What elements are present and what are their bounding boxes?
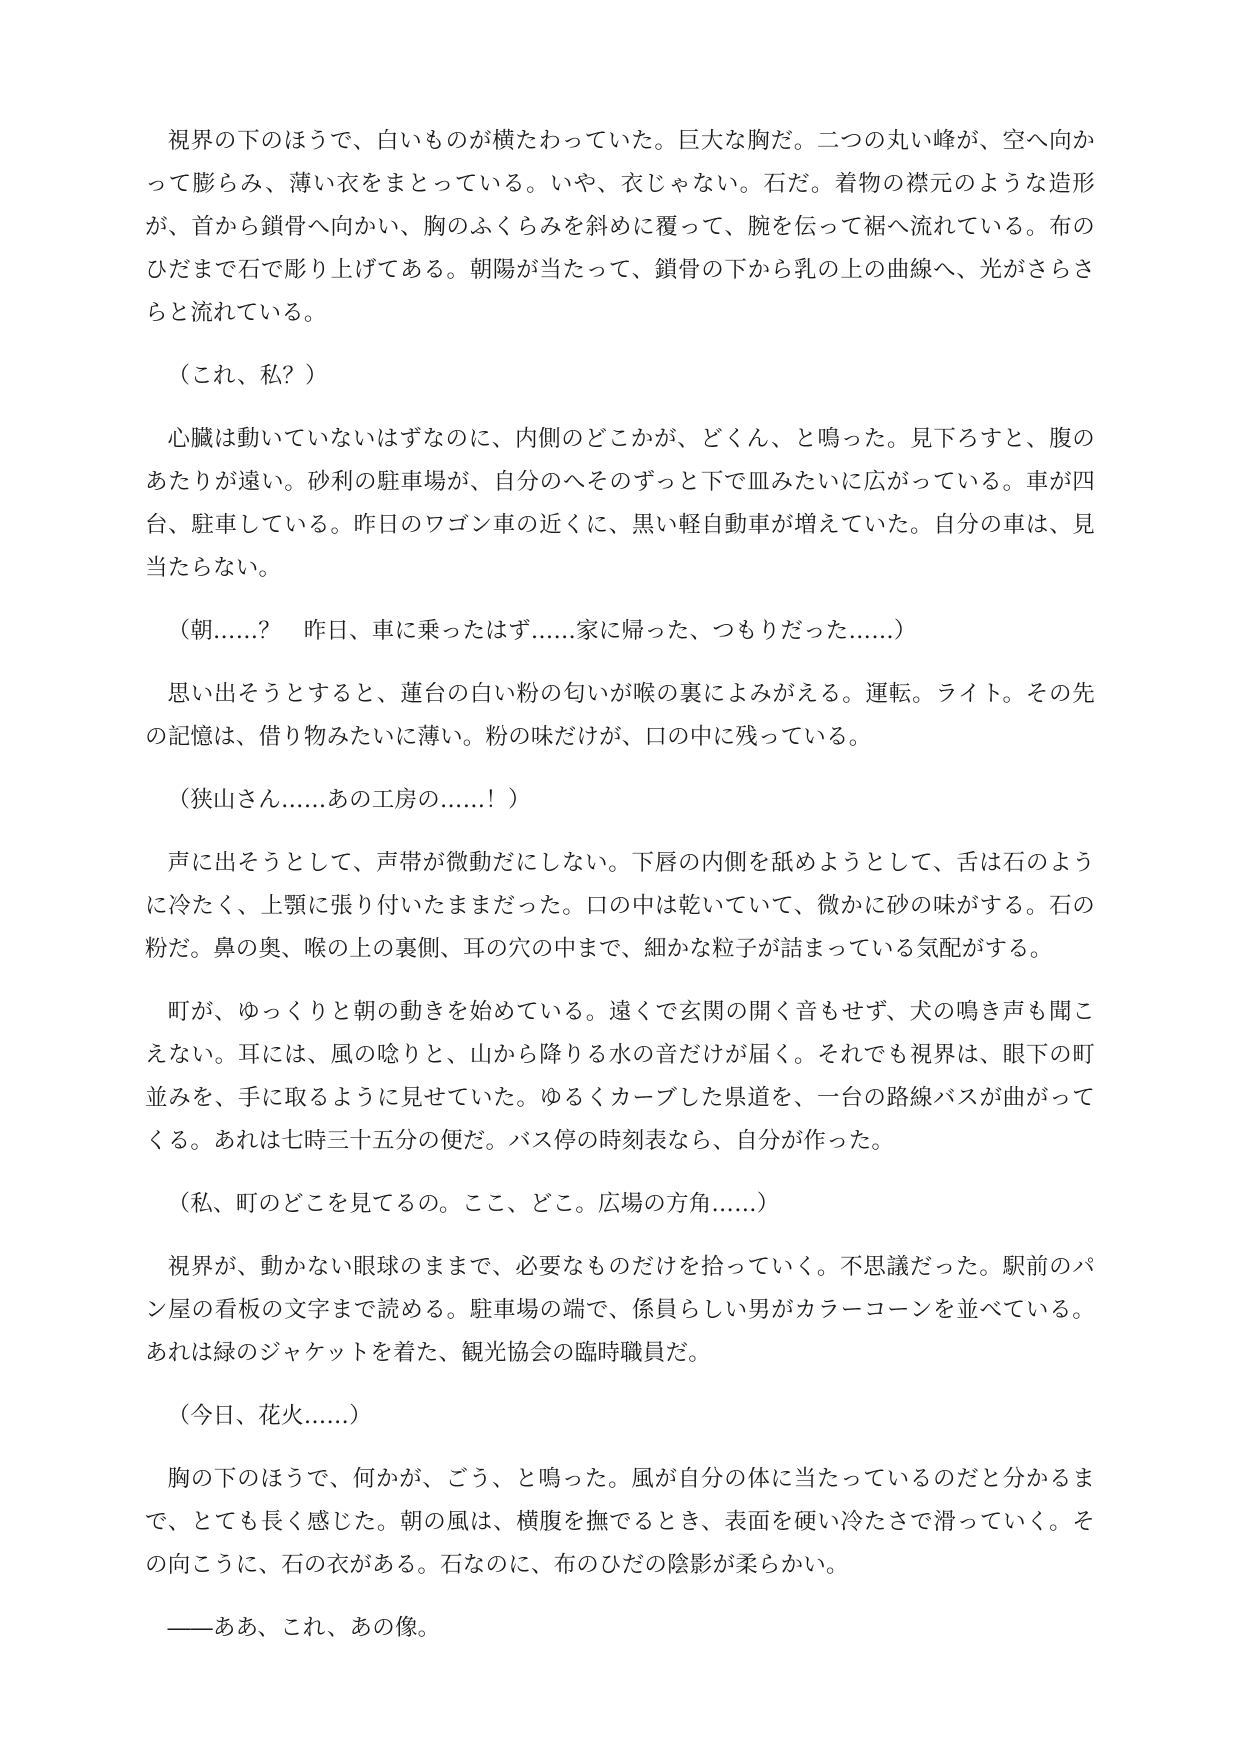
paragraph: 胸の下のほうで、何かが、ごう、と鳴った。風が自分の体に当たっているのだと分かるまで、とても長く感じた。朝の風は、横腹を撫でるとき、表面を硬い冷たさで滑っていく。その向こうに、石の衣がある。石なのに、布のひだの陰影が柔らかい。 <box>145 1466 1095 1578</box>
paragraph: 視界が、動かない眼球のままで、必要なものだけを拾っていく。不思議だった。駅前のパン屋の看板の文字まで読める。駐車場の端で、係員らしい男がカラーコーンを並べている。あれは緑のジャケットを着た、観光協会の臨時職員だ。 <box>145 1254 1095 1366</box>
paragraph: 町が、ゆっくりと朝の動きを始めている。遠くで玄関の開く音もせず、犬の鳴き声も聞こえない。耳には、風の唸りと、山から降りる水の音だけが届く。それでも視界は、眼下の町並みを、手に取るように見せていた。ゆるくカーブした県道を、一台の路線バスが曲がってくる。あれは七時三十五分の便だ。バス停の時刻表なら、自分が作った。 <box>145 999 1095 1154</box>
inner-monologue: （朝……？ 昨日、車に乗ったはず……家に帰った、つもりだった……） <box>167 618 917 644</box>
paragraph: 心臓は動いていないはずなのに、内側のどこかが、どくん、と鳴った。見下ろすと、腹のあたりが遠い。砂利の駐車場が、自分のへそのずっと下で皿みたいに広がっている。車が四台、駐車している。昨日のワゴン車の近くに、黒い軽自動車が増えていた。自分の車は、見当たらない。 <box>145 426 1095 581</box>
inner-monologue: （私、町のどこを見てるの。ここ、どこ。広場の方角……） <box>167 1191 780 1217</box>
inner-monologue: （今日、花火……） <box>167 1403 372 1429</box>
closing-line: ――ああ、これ、あの像。 <box>167 1615 441 1641</box>
paragraph: 思い出そうとすると、蓮台の白い粉の匂いが喉の裏によみがえる。運転。ライト。その先の記憶は、借り物みたいに薄い。粉の味だけが、口の中に残っている。 <box>145 681 1095 750</box>
inner-monologue: （狭山さん……あの工房の……！） <box>167 787 531 813</box>
story-body <box>145 120 1095 1670</box>
paragraph: 声に出そうとして、声帯が微動だにしない。下唇の内側を舐めようとして、舌は石のように冷たく、上顎に張り付いたままだった。口の中は乾いていて、微かに砂の味がする。石の粉だ。鼻の奥、喉の上の裏側、耳の穴の中まで、細かな粒子が詰まっている気配がする。 <box>145 850 1095 962</box>
paragraph: 視界の下のほうで、白いものが横たわっていた。巨大な胸だ。二つの丸い峰が、空へ向かって膨らみ、薄い衣をまとっている。いや、衣じゃない。石だ。着物の襟元のような造形が、首から鎖骨へ向かい、胸のふくらみを斜めに覆って、腕を伝って裾へ流れている。布のひだまで石で彫り上げてある。朝陽が当たって、鎖骨の下から乳の上の曲線へ、光がさらさらと流れている。 <box>145 128 1095 326</box>
inner-monologue: （これ、私？） <box>167 363 328 389</box>
